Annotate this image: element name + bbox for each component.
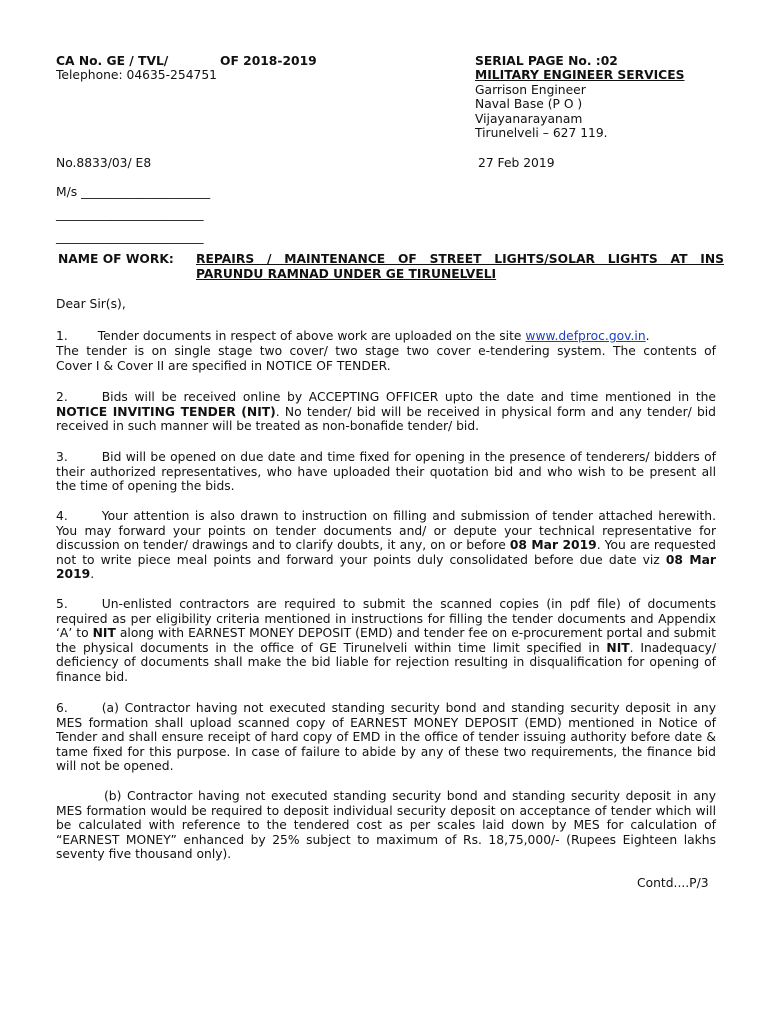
paragraph-number: 5.: [56, 597, 68, 611]
salutation: Dear Sir(s),: [56, 297, 126, 311]
paragraph-1-line: Cover I & Cover II are specified in NOTICE OF TENDER.: [56, 359, 391, 373]
addressee-line: M/s _____________________: [56, 185, 211, 199]
ca-year: OF 2018-2019: [220, 54, 317, 68]
address-line: Vijayanarayanam: [475, 112, 583, 126]
addressee-line: ________________________: [56, 230, 204, 244]
work-title-line: PARUNDU RAMNAD UNDER GE TIRUNELVELI: [196, 267, 497, 281]
serial-page: SERIAL PAGE No. :02: [475, 54, 618, 68]
paragraph-number: 3.: [56, 450, 68, 464]
reference-number: No.8833/03/ E8: [56, 156, 152, 170]
paragraph-1-line: 1. Tender documents in respect of above work are uploaded on the site www.defproc.gov.in.: [56, 329, 650, 343]
telephone: Telephone: 04635-254751: [56, 68, 217, 82]
work-label: NAME OF WORK:: [58, 252, 174, 266]
address-line: Garrison Engineer: [475, 83, 586, 97]
paragraph-number: 6.: [56, 701, 68, 715]
paragraph-number: 1.: [56, 329, 68, 343]
address-line: Naval Base (P O ): [475, 97, 583, 111]
addressee-line: ________________________: [56, 207, 204, 221]
defproc-link[interactable]: www.defproc.gov.in: [525, 329, 646, 343]
paragraph-2: 2. Bids will be received online by ACCEPTING OFFICER upto the date and time mentioned in the NOTICE INVITING TENDER (NIT). No tender/ bid will be received in physical form and any tender/ bid received in such manner will be treated as non-bonafide tender/ bid.: [56, 390, 716, 434]
paragraph-number: 2.: [56, 390, 68, 404]
work-title-line: REPAIRS / MAINTENANCE OF STREET LIGHTS/SOLAR LIGHTS AT INS: [196, 252, 724, 266]
letter-date: 27 Feb 2019: [478, 156, 555, 170]
paragraph-5: 5. Un-enlisted contractors are required to submit the scanned copies (in pdf file) of documents required as per eligibility criteria mentioned in instructions for filling the tender documents and Appendix ‘A’ to NIT along with EARNEST MONEY DEPOSIT (EMD) and tender fee on e-procurement portal and submit the physical documents in the office of GE Tirunelveli within time limit specified in NIT. Inadequacy/ deficiency of documents shall make the bid liable for rejection resulting in disqualification for opening of finance bid.: [56, 597, 716, 684]
organization-name: MILITARY ENGINEER SERVICES: [475, 68, 685, 82]
ca-number: CA No. GE / TVL/: [56, 54, 169, 68]
paragraph-4: 4. Your attention is also drawn to instruction on filling and submission of tender attached herewith. You may forward your points on tender documents and/ or depute your technical representative for discussion on tender/ drawings and to clarify doubts, it any, on or before 08 Mar 2019. You are requested not to write piece meal points and forward your points duly consolidated before due date viz 08 Mar 2019.: [56, 509, 716, 582]
paragraph-number: 4.: [56, 509, 68, 523]
continued-note: Contd....P/3: [637, 876, 709, 890]
paragraph-1-line: The tender is on single stage two cover/ two stage two cover e-tendering system. The contents of: [56, 344, 716, 358]
paragraph-3: 3. Bid will be opened on due date and time fixed for opening in the presence of tenderers/ bidders of their authorized representatives, who have uploaded their quotation bid and who wish to be present all the time of opening the bids.: [56, 450, 716, 494]
address-line: Tirunelveli – 627 119.: [475, 126, 608, 140]
paragraph-6b: (b) Contractor having not executed standing security bond and standing security deposit in any MES formation would be required to deposit individual security deposit on acceptance of tender which will be calculated with reference to the tendered cost as per scales laid down by MES for calculation of “EARNEST MONEY” enhanced by 25% subject to maximum of Rs. 18,75,000/- (Rupees Eighteen lakhs seventy five thousand only).: [56, 789, 716, 862]
paragraph-6a: 6. (a) Contractor having not executed standing security bond and standing security deposit in any MES formation shall upload scanned copy of EARNEST MONEY DEPOSIT (EMD) mentioned in Notice of Tender and shall ensure receipt of hard copy of EMD in the office of tender issuing authority before date & tame fixed for this purpose. In case of failure to abide by any of these two requirements, the finance bid will not be opened.: [56, 701, 716, 774]
